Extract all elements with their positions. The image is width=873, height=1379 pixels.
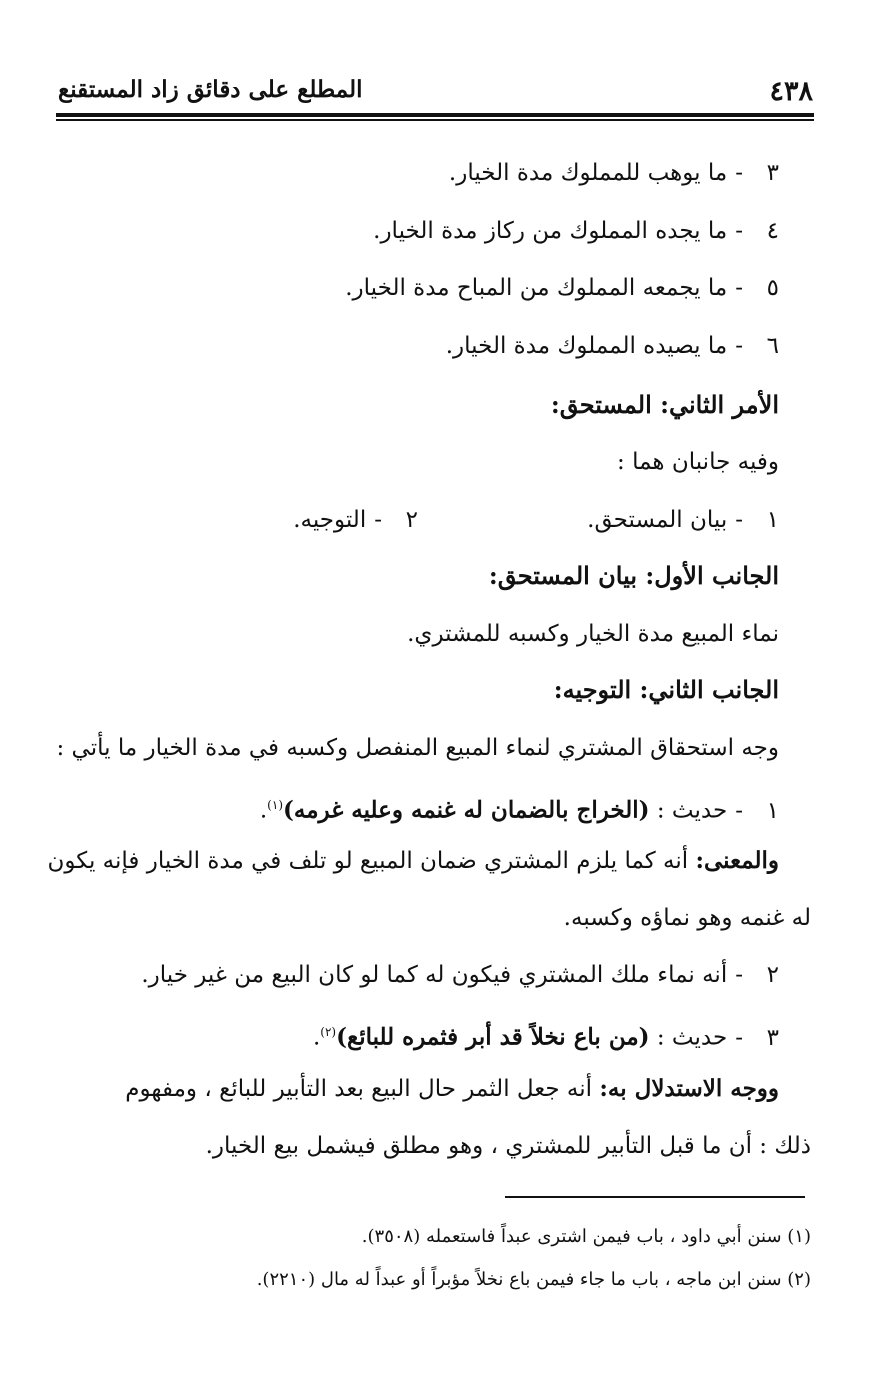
header-rule-thick bbox=[56, 113, 814, 117]
list-item: ٢-أنه نماء ملك المشتري فيكون له كما لو كان البيع من غير خيار. bbox=[141, 962, 779, 988]
list-item: ٣-حديث : (من باع نخلاً قد أبر فثمره للبائع)$^{(٢)}$. bbox=[312, 1023, 779, 1051]
aspect-item: ١-بيان المستحق. bbox=[587, 507, 779, 533]
list-item: ٦-ما يصيده المملوك مدة الخيار. bbox=[445, 333, 779, 359]
footnote-ref: (١) bbox=[267, 798, 283, 812]
footnote: (١) سنن أبي داود ، باب فيمن اشترى عبداً فاستعمله (٣٥٠٨). bbox=[361, 1226, 811, 1247]
paragraph: والمعنى: أنه كما يلزم المشتري ضمان المبيع لو تلف في مدة الخيار فإنه يكون bbox=[47, 847, 779, 874]
section-heading: الجانب الثاني: التوجيه: bbox=[553, 675, 779, 704]
meaning-label: والمعنى: bbox=[695, 847, 779, 874]
aspect-item: ٢-التوجيه. bbox=[293, 507, 418, 533]
page-number: ٤٣٨ bbox=[769, 76, 813, 107]
hadith-quote: (من باع نخلاً قد أبر فثمره للبائع) bbox=[336, 1023, 650, 1051]
paragraph: ووجه الاستدلال به: أنه جعل الثمر حال البيع بعد التأبير للبائع ، ومفهوم bbox=[125, 1075, 779, 1102]
hadith-quote: (الخراج بالضمان له غنمه وعليه غرمه) bbox=[283, 796, 650, 824]
paragraph: نماء المبيع مدة الخيار وكسبه للمشتري. bbox=[407, 621, 779, 647]
paragraph: وفيه جانبان هما : bbox=[617, 449, 779, 475]
paragraph: وجه استحقاق المشتري لنماء المبيع المنفصل وكسبه في مدة الخيار ما يأتي : bbox=[56, 735, 779, 761]
paragraph-continuation: له غنمه وهو نماؤه وكسبه. bbox=[563, 905, 811, 931]
list-item: ٣-ما يوهب للمملوك مدة الخيار. bbox=[448, 160, 779, 186]
list-item: ٥-ما يجمعه المملوك من المباح مدة الخيار. bbox=[345, 275, 779, 301]
list-item: ١-حديث : (الخراج بالضمان له غنمه وعليه غرمه)$^{(١)}$. bbox=[259, 796, 779, 824]
list-item: ٤-ما يجده المملوك من ركاز مدة الخيار. bbox=[373, 218, 779, 244]
footnote-ref: (٢) bbox=[320, 1025, 337, 1039]
paragraph-continuation: ذلك : أن ما قبل التأبير للمشتري ، وهو مطلق فيشمل بيع الخيار. bbox=[205, 1133, 811, 1159]
section-heading: الجانب الأول: بيان المستحق: bbox=[488, 561, 779, 590]
footnote: (٢) سنن ابن ماجه ، باب ما جاء فيمن باع نخلاً مؤبراً أو عبداً له مال (٢٢١٠). bbox=[256, 1269, 811, 1290]
section-heading: الأمر الثاني: المستحق: bbox=[550, 390, 779, 419]
evidence-label: ووجه الاستدلال به: bbox=[599, 1075, 779, 1102]
header-rule-thin bbox=[56, 119, 814, 121]
running-header-title: المطلع على دقائق زاد المستقنع bbox=[58, 76, 363, 103]
footnote-separator bbox=[505, 1196, 805, 1198]
